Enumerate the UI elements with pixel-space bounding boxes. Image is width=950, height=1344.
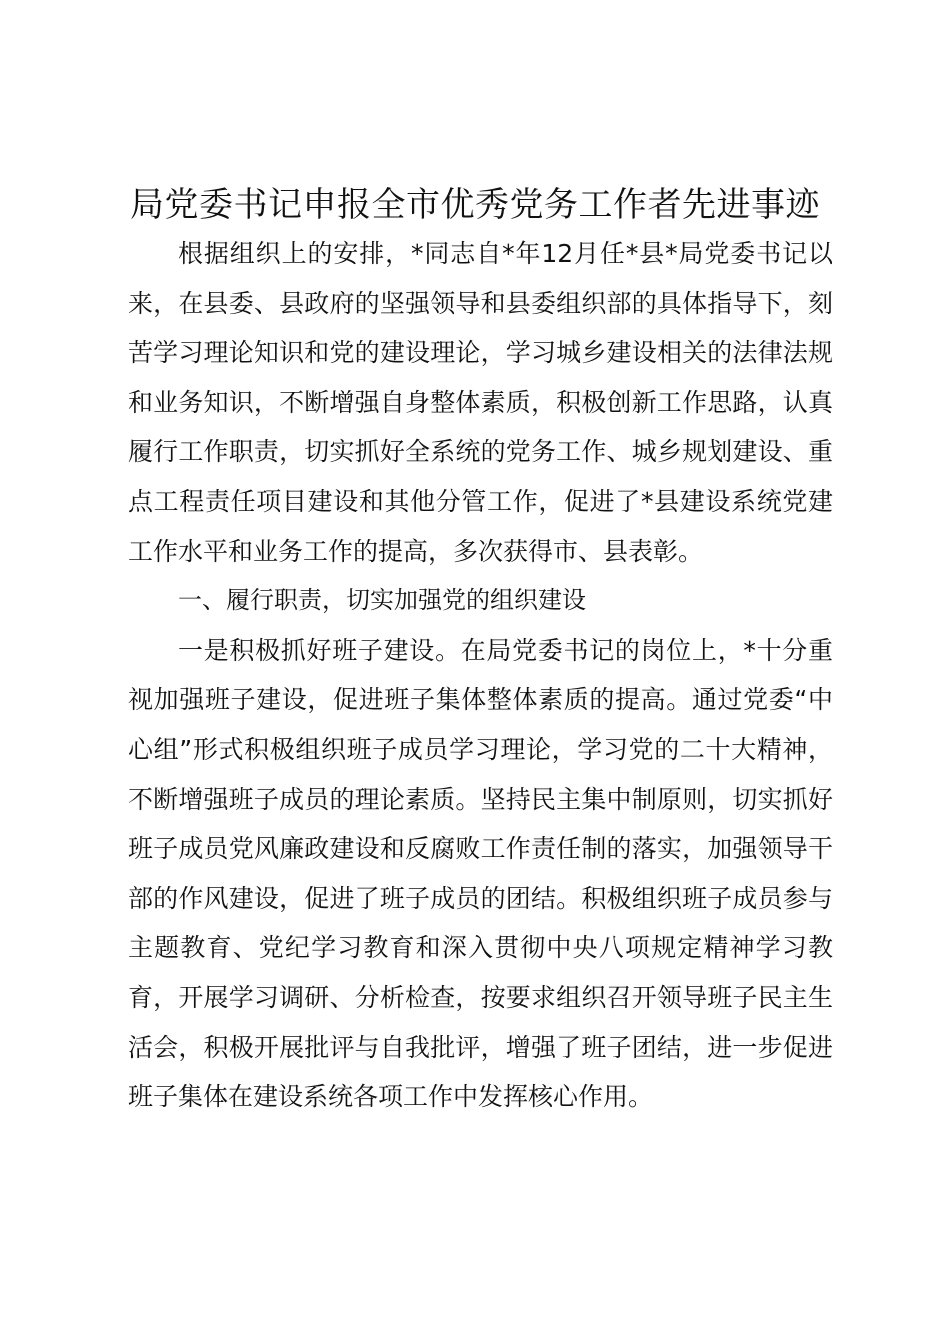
section-1-paragraph-1: 一是积极抓好班子建设。在局党委书记的岗位上，*十分重视加强班子建设，促进班子集体整体素质的提高。通过党委“中心组”形式积极组织班子成员学习理论，学习党的二十大精神，不断增强班子成员的理论素质。坚持民主集中制原则，切实抓好班子成员党风廉政建设和反腐败工作责任制的落实，加强领导干部的作风建设，促进了班子成员的团结。积极组织班子成员参与主题教育、党纪学习教育和深入贯彻中央八项规定精神学习教育，开展学习调研、分析检查，按要求组织召开领导班子民主生活会，积极开展批评与自我批评，增强了班子团结，进一步促进班子集体在建设系统各项工作中发挥核心作用。 <box>128 635 833 1112</box>
document-body <box>128 229 833 1122</box>
document-title: 局党委书记申报全市优秀党务工作者先进事迹 <box>130 185 820 225</box>
section-heading-1: 一、履行职责，切实加强党的组织建设 <box>178 586 586 615</box>
intro-paragraph: 根据组织上的安排，*同志自*年12月任*县*局党委书记以来，在县委、县政府的坚强领导和县委组织部的具体指导下，刻苦学习理论知识和党的建设理论，学习城乡建设相关的法律法规和业务知识，不断增强自身整体素质，积极创新工作思路，认真履行工作职责，切实抓好全系统的党务工作、城乡规划建设、重点工程责任项目建设和其他分管工作，促进了*县建设系统党建工作水平和业务工作的提高，多次获得市、县表彰。 <box>128 239 833 566</box>
